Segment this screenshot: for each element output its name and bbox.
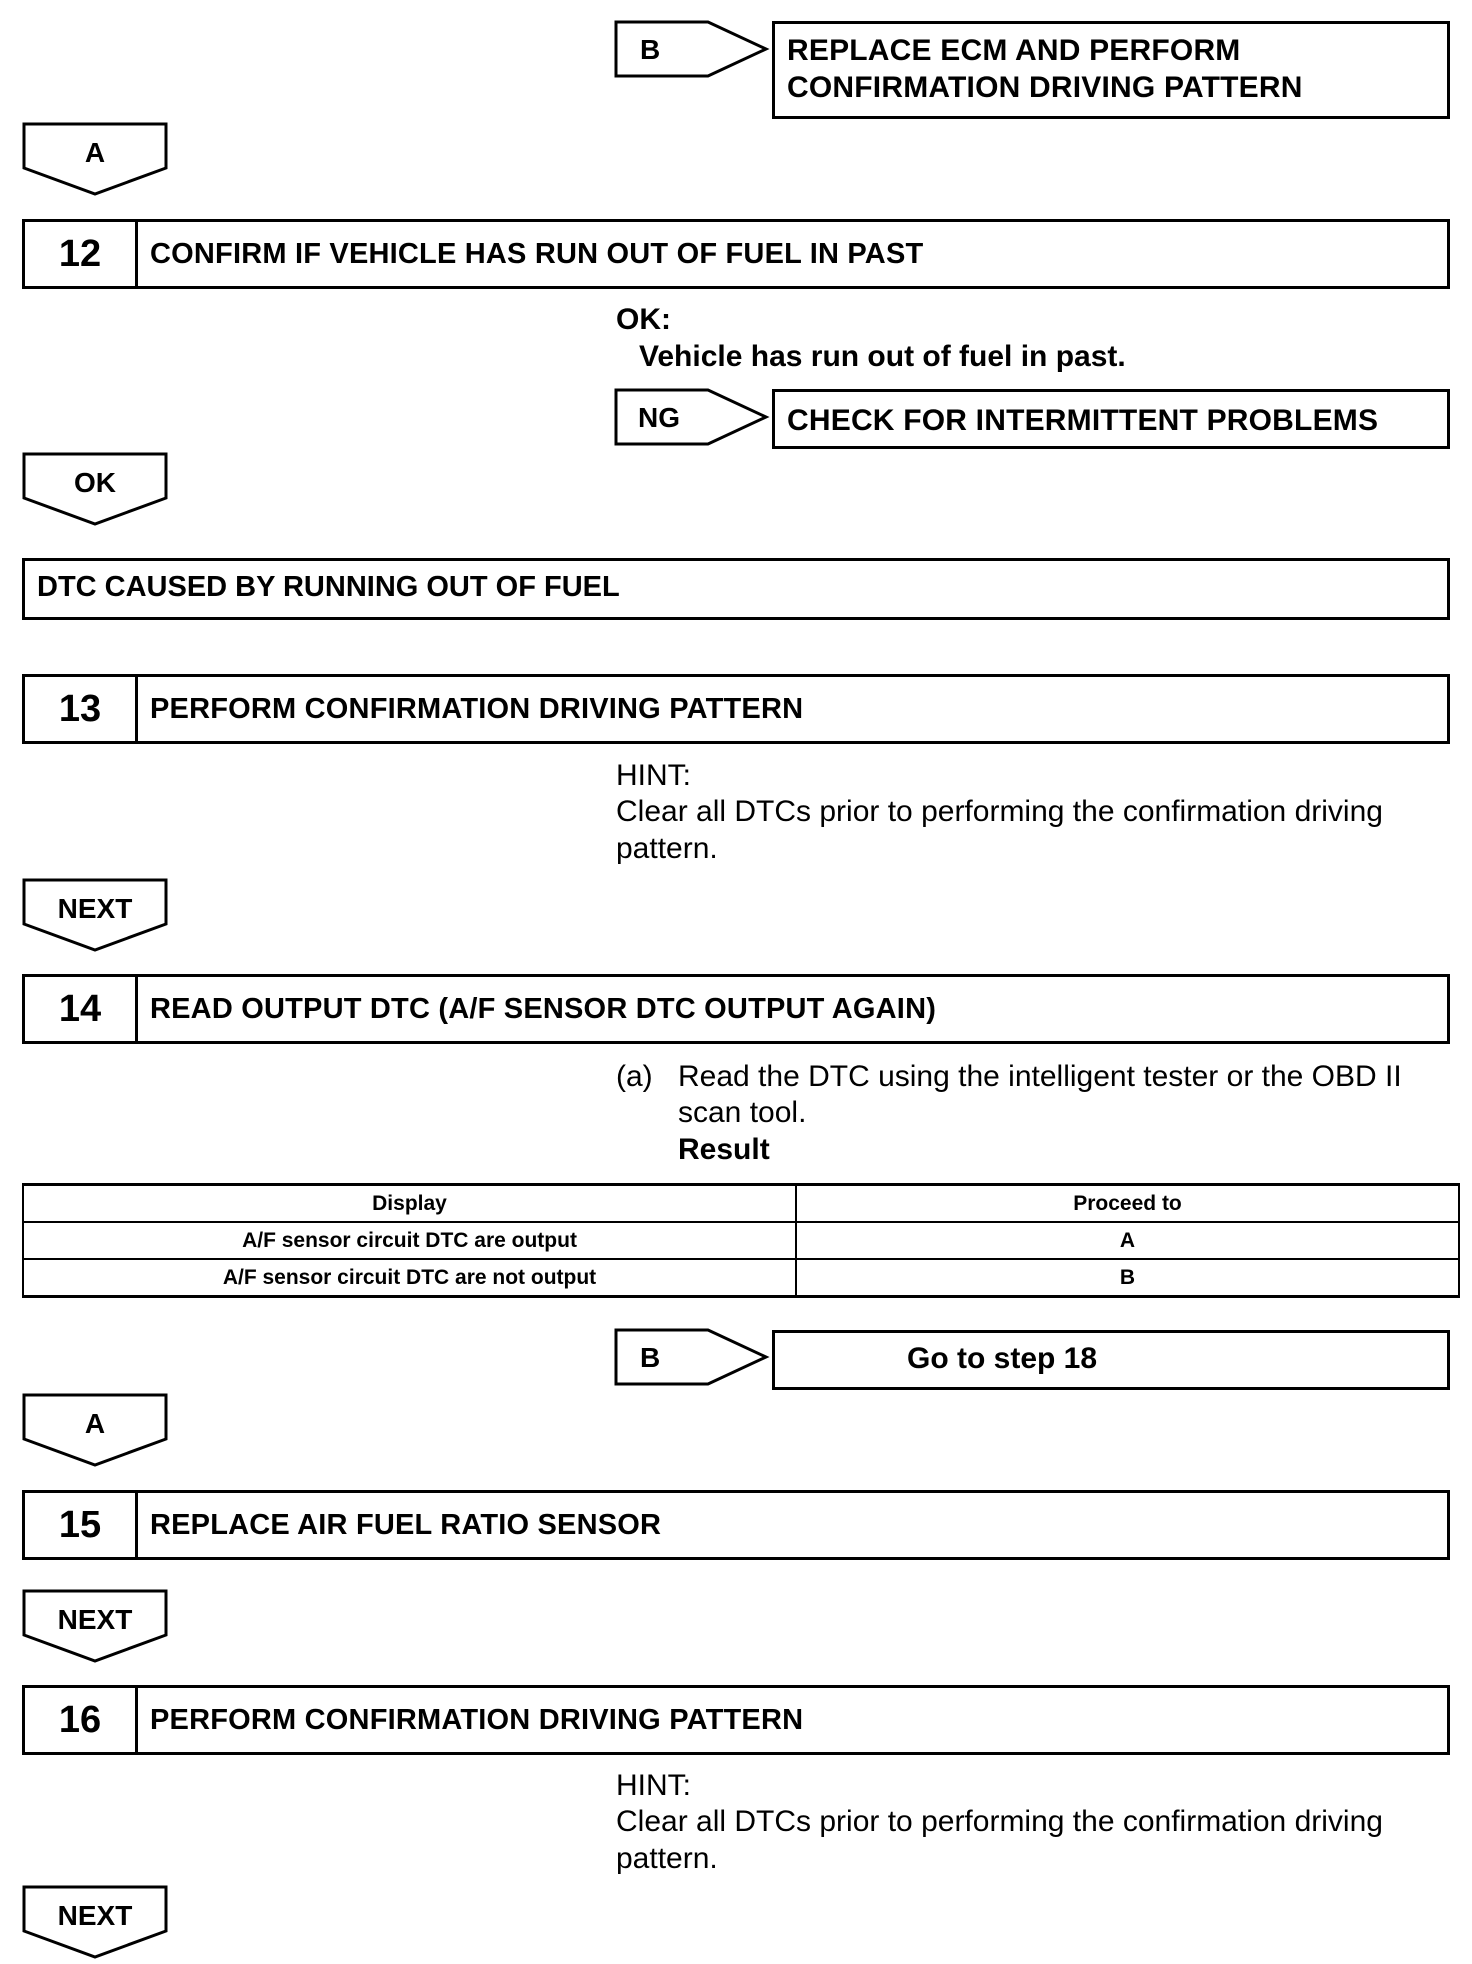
table-cell-display: A/F sensor circuit DTC are output — [23, 1222, 796, 1259]
branch-tag-label: B — [640, 1342, 661, 1373]
step-title: PERFORM CONFIRMATION DRIVING PATTERN — [150, 692, 804, 725]
replace-ecm-result-box — [772, 21, 1450, 119]
flow-arrow-next — [22, 1885, 170, 1961]
step-13-header — [22, 674, 1450, 744]
step-title: READ OUTPUT DTC (A/F SENSOR DTC OUTPUT AGAIN) — [150, 992, 937, 1025]
flow-arrow-label: OK — [74, 467, 116, 498]
flow-arrow-next — [22, 878, 170, 954]
step-title: PERFORM CONFIRMATION DRIVING PATTERN — [150, 1703, 804, 1736]
flow-arrow-label: NEXT — [57, 893, 133, 924]
step-16-header — [22, 1685, 1450, 1755]
instruction-marker: (a) — [616, 1060, 653, 1093]
flow-arrow-next — [22, 1589, 170, 1665]
replace-ecm-line-2: CONFIRMATION DRIVING PATTERN — [787, 71, 1303, 104]
dtc-cause-box — [22, 558, 1450, 620]
branch-tag-b-ecm — [614, 20, 770, 78]
goto-step-18-box — [772, 1330, 1450, 1390]
step-number: 14 — [25, 977, 138, 1041]
flow-arrow-label: NEXT — [57, 1900, 133, 1931]
flow-arrow-a — [22, 122, 170, 198]
table-cell-proceed: A — [796, 1222, 1459, 1259]
hint-13-line-1: Clear all DTCs prior to performing the confirmation driving — [616, 795, 1383, 828]
result-text: CHECK FOR INTERMITTENT PROBLEMS — [787, 404, 1379, 437]
table-header-display: Display — [23, 1185, 796, 1223]
step-12-header — [22, 219, 1450, 289]
branch-tag-ng — [614, 388, 770, 446]
goto-step-text: Go to step 18 — [907, 1342, 1098, 1375]
hint-16-line-2: pattern. — [616, 1842, 718, 1875]
branch-tag-b-goto — [614, 1328, 770, 1386]
hint-16-line-1: Clear all DTCs prior to performing the confirmation driving — [616, 1805, 1383, 1838]
hint-13-line-2: pattern. — [616, 832, 718, 865]
ok-condition-text: Vehicle has run out of fuel in past. — [639, 340, 1126, 373]
hint-16-label: HINT: — [616, 1769, 691, 1802]
instruction-line-2: scan tool. — [678, 1096, 807, 1129]
branch-tag-label: NG — [638, 402, 680, 433]
branch-tag-label: B — [640, 34, 661, 65]
step-title: CONFIRM IF VEHICLE HAS RUN OUT OF FUEL IN PAST — [150, 237, 924, 270]
table-row — [23, 1222, 1459, 1259]
table-header-proceed: Proceed to — [796, 1185, 1459, 1223]
table-header-row — [23, 1185, 1459, 1223]
result-table — [22, 1183, 1460, 1298]
intermittent-problems-result-box — [772, 389, 1450, 449]
flow-arrow-label: NEXT — [57, 1604, 133, 1635]
step-title: REPLACE AIR FUEL RATIO SENSOR — [150, 1508, 662, 1541]
step-14-header — [22, 974, 1450, 1044]
table-cell-display: A/F sensor circuit DTC are not output — [23, 1259, 796, 1297]
replace-ecm-line-1: REPLACE ECM AND PERFORM — [787, 34, 1241, 67]
ok-condition-label: OK: — [616, 303, 671, 336]
step-number: 13 — [25, 677, 138, 741]
step-number: 12 — [25, 222, 138, 286]
table-cell-proceed: B — [796, 1259, 1459, 1297]
step-15-header — [22, 1490, 1450, 1560]
dtc-cause-text: DTC CAUSED BY RUNNING OUT OF FUEL — [37, 571, 620, 603]
flow-arrow-a — [22, 1393, 170, 1469]
flow-arrow-ok — [22, 452, 170, 528]
step-number: 15 — [25, 1493, 138, 1557]
table-row — [23, 1259, 1459, 1297]
hint-13-label: HINT: — [616, 759, 691, 792]
step-number: 16 — [25, 1688, 138, 1752]
result-label: Result — [678, 1133, 770, 1166]
flow-arrow-label: A — [84, 137, 106, 168]
flow-arrow-label: A — [84, 1408, 106, 1439]
instruction-line-1: Read the DTC using the intelligent tester or the OBD II — [678, 1060, 1402, 1093]
